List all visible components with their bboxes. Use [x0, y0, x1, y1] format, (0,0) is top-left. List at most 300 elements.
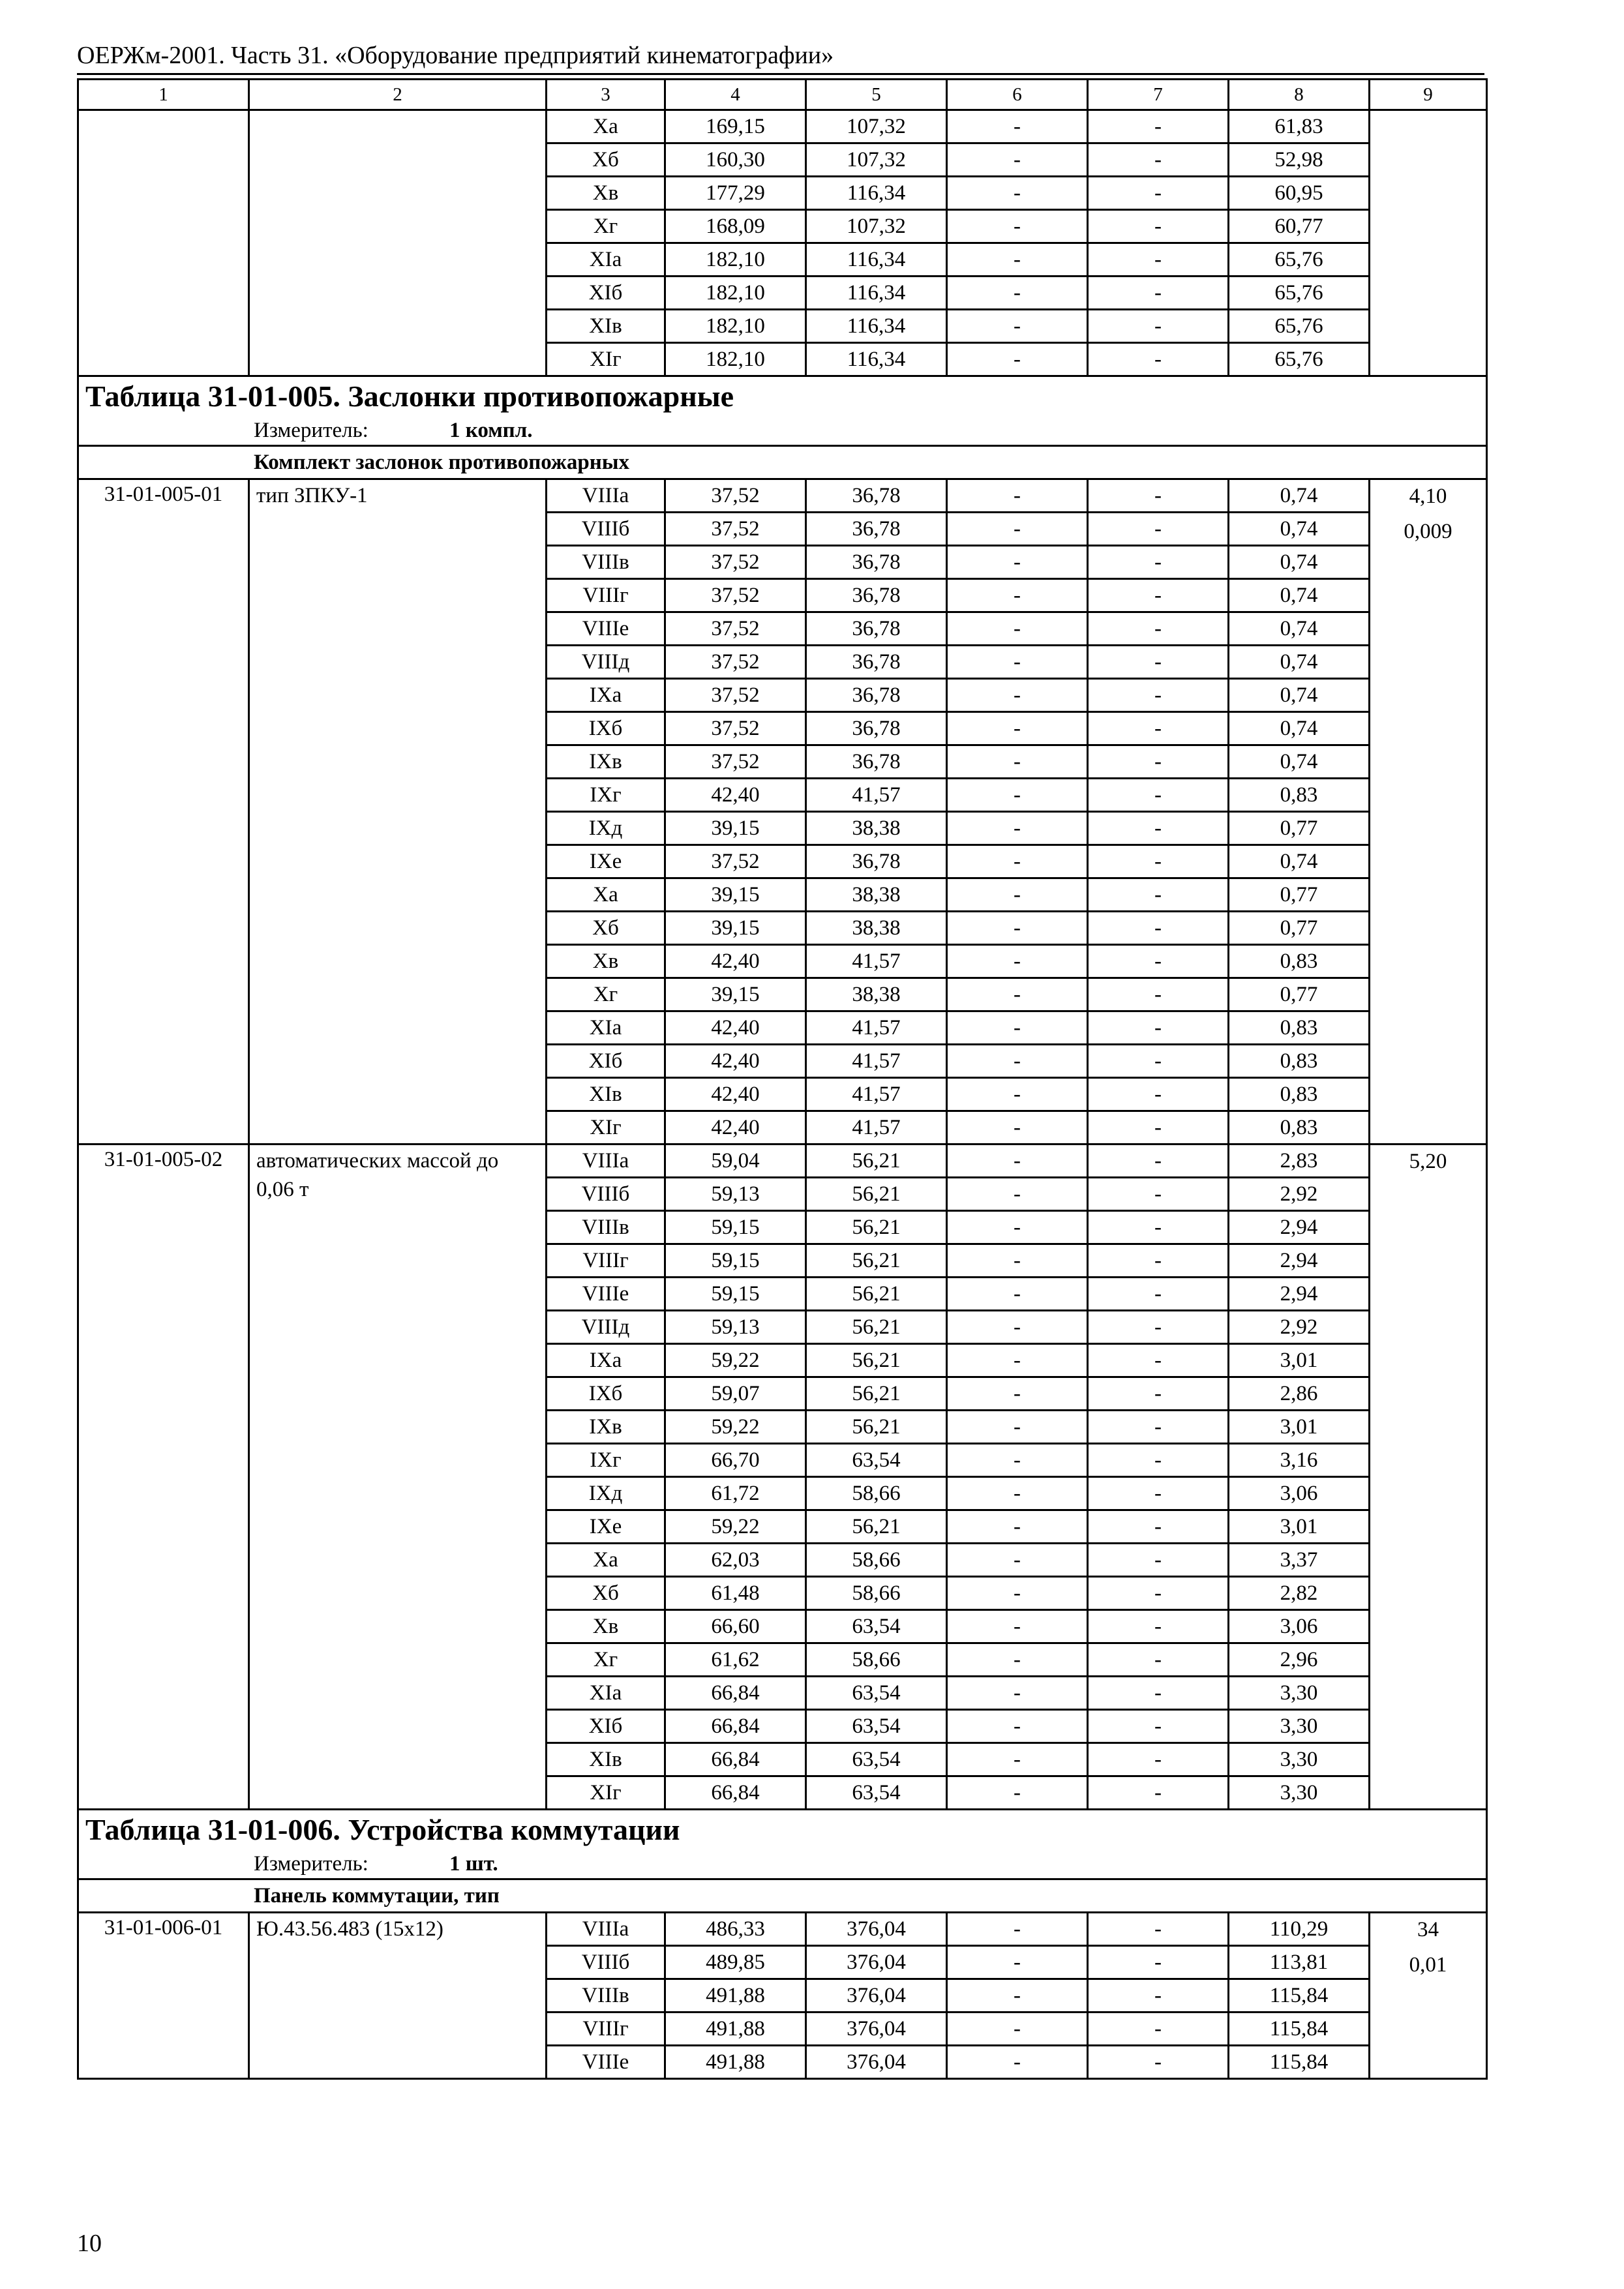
- total-cost-cell: 491,88: [665, 1979, 806, 2012]
- machines-cell: -: [947, 1913, 1088, 1946]
- materials-cell: 61,83: [1229, 110, 1370, 143]
- driver-wages-cell: -: [1088, 1377, 1229, 1411]
- materials-cell: 3,30: [1229, 1677, 1370, 1710]
- region-cell: IХе: [547, 845, 665, 878]
- total-cost-cell: 491,88: [665, 2012, 806, 2046]
- wages-cell: 56,21: [806, 1510, 947, 1544]
- machines-cell: -: [947, 243, 1088, 277]
- wages-cell: 107,32: [806, 210, 947, 243]
- driver-wages-cell: -: [1088, 1510, 1229, 1544]
- item-name: тип ЗПКУ-1: [249, 479, 547, 1144]
- materials-cell: 0,77: [1229, 878, 1370, 912]
- materials-cell: 60,77: [1229, 210, 1370, 243]
- total-cost-cell: 160,30: [665, 143, 806, 177]
- wages-cell: 56,21: [806, 1411, 947, 1444]
- meter-cell: [78, 1849, 1487, 1879]
- region-cell: ХIа: [547, 243, 665, 277]
- total-cost-cell: 37,52: [665, 646, 806, 679]
- machines-cell: -: [947, 1311, 1088, 1344]
- driver-wages-cell: -: [1088, 1913, 1229, 1946]
- driver-wages-cell: -: [1088, 945, 1229, 978]
- total-cost-cell: 59,13: [665, 1311, 806, 1344]
- machines-cell: -: [947, 1979, 1088, 2012]
- meter-cell: [78, 416, 1487, 446]
- machines-cell: -: [947, 712, 1088, 745]
- region-cell: Хб: [547, 143, 665, 177]
- materials-cell: 65,76: [1229, 310, 1370, 343]
- machines-cell: -: [947, 1677, 1088, 1710]
- materials-cell: 115,84: [1229, 2046, 1370, 2079]
- driver-wages-cell: -: [1088, 1144, 1229, 1178]
- total-cost-cell: 37,52: [665, 679, 806, 712]
- machines-cell: -: [947, 343, 1088, 376]
- driver-wages-cell: -: [1088, 479, 1229, 513]
- total-cost-cell: 59,22: [665, 1344, 806, 1377]
- table-title: Таблица 31-01-005. Заслонки противопожарные: [78, 376, 1487, 417]
- item-code: 31-01-006-01: [78, 1913, 249, 2079]
- region-cell: ХIв: [547, 1743, 665, 1776]
- wages-cell: 56,21: [806, 1244, 947, 1278]
- total-cost-cell: 182,10: [665, 310, 806, 343]
- wages-cell: 41,57: [806, 1078, 947, 1111]
- region-cell: VIIIв: [547, 1979, 665, 2012]
- materials-cell: 113,81: [1229, 1946, 1370, 1979]
- table-row: [78, 1144, 1487, 1178]
- table-title: Таблица 31-01-006. Устройства коммутации: [78, 1810, 1487, 1850]
- machines-cell: -: [947, 1178, 1088, 1211]
- driver-wages-cell: -: [1088, 1477, 1229, 1510]
- wages-cell: 107,32: [806, 110, 947, 143]
- driver-wages-cell: -: [1088, 912, 1229, 945]
- region-cell: Хб: [547, 912, 665, 945]
- item-code: 31-01-005-02: [78, 1144, 249, 1810]
- materials-cell: 65,76: [1229, 343, 1370, 376]
- wages-cell: 63,54: [806, 1444, 947, 1477]
- machines-cell: -: [947, 1946, 1088, 1979]
- machines-cell: -: [947, 679, 1088, 712]
- section-heading: Комплект заслонок противопожарных: [78, 446, 1487, 479]
- machines-cell: -: [947, 745, 1088, 779]
- machines-cell: -: [947, 878, 1088, 912]
- driver-wages-cell: -: [1088, 210, 1229, 243]
- wages-cell: 116,34: [806, 177, 947, 210]
- wages-cell: 38,38: [806, 978, 947, 1011]
- materials-cell: 115,84: [1229, 2012, 1370, 2046]
- column-number: 6: [947, 80, 1088, 110]
- materials-cell: 0,74: [1229, 845, 1370, 878]
- materials-cell: 0,83: [1229, 945, 1370, 978]
- region-cell: VIIIб: [547, 513, 665, 546]
- name-cell: [249, 110, 547, 376]
- machines-cell: -: [947, 110, 1088, 143]
- total-cost-cell: 42,40: [665, 1045, 806, 1078]
- total-cost-cell: 486,33: [665, 1913, 806, 1946]
- driver-wages-cell: -: [1088, 110, 1229, 143]
- driver-wages-cell: -: [1088, 1411, 1229, 1444]
- machines-cell: -: [947, 1643, 1088, 1677]
- driver-wages-cell: -: [1088, 1544, 1229, 1577]
- running-header: ОЕРЖм-2001. Часть 31. «Оборудование предприятий кинематографии»: [77, 42, 834, 69]
- machines-cell: -: [947, 546, 1088, 579]
- region-cell: Хв: [547, 177, 665, 210]
- region-cell: ХIб: [547, 277, 665, 310]
- wages-cell: 36,78: [806, 646, 947, 679]
- total-cost-cell: 66,84: [665, 1710, 806, 1743]
- meter-label: Измеритель:: [254, 1852, 368, 1876]
- machines-cell: -: [947, 2012, 1088, 2046]
- total-cost-cell: 66,84: [665, 1776, 806, 1810]
- column-number-row: [78, 80, 1487, 110]
- header-rule: [77, 73, 1484, 75]
- region-cell: ХIа: [547, 1011, 665, 1045]
- materials-cell: 0,74: [1229, 646, 1370, 679]
- total-cost-cell: 59,13: [665, 1178, 806, 1211]
- wages-cell: 38,38: [806, 912, 947, 945]
- materials-cell: 2,94: [1229, 1244, 1370, 1278]
- wages-cell: 376,04: [806, 1946, 947, 1979]
- meter-row: [78, 1849, 1487, 1879]
- wages-cell: 56,21: [806, 1211, 947, 1244]
- driver-wages-cell: -: [1088, 1776, 1229, 1810]
- machines-cell: -: [947, 945, 1088, 978]
- machines-cell: -: [947, 2046, 1088, 2079]
- total-cost-cell: 37,52: [665, 745, 806, 779]
- total-cost-cell: 59,22: [665, 1411, 806, 1444]
- norms-cell: [1370, 1144, 1487, 1810]
- wages-cell: 376,04: [806, 1913, 947, 1946]
- total-cost-cell: 37,52: [665, 546, 806, 579]
- wages-cell: 376,04: [806, 2012, 947, 2046]
- item-name: Ю.43.56.483 (15х12): [249, 1913, 547, 2079]
- materials-cell: 2,82: [1229, 1577, 1370, 1610]
- wages-cell: 107,32: [806, 143, 947, 177]
- machines-cell: -: [947, 1078, 1088, 1111]
- driver-wages-cell: -: [1088, 1743, 1229, 1776]
- machines-cell: -: [947, 646, 1088, 679]
- region-cell: VIIIб: [547, 1946, 665, 1979]
- machines-cell: -: [947, 1710, 1088, 1743]
- total-cost-cell: 42,40: [665, 1111, 806, 1144]
- region-cell: IХб: [547, 712, 665, 745]
- driver-wages-cell: -: [1088, 878, 1229, 912]
- column-number: 7: [1088, 80, 1229, 110]
- region-cell: ХIг: [547, 343, 665, 376]
- region-cell: IХа: [547, 1344, 665, 1377]
- total-cost-cell: 39,15: [665, 912, 806, 945]
- driver-wages-cell: -: [1088, 779, 1229, 812]
- machines-cell: -: [947, 479, 1088, 513]
- region-cell: ХIв: [547, 310, 665, 343]
- materials-cell: 0,74: [1229, 513, 1370, 546]
- materials-cell: 3,30: [1229, 1710, 1370, 1743]
- table-row: [78, 479, 1487, 513]
- total-cost-cell: 42,40: [665, 945, 806, 978]
- driver-wages-cell: -: [1088, 343, 1229, 376]
- materials-cell: 0,83: [1229, 1045, 1370, 1078]
- machines-cell: -: [947, 210, 1088, 243]
- region-cell: Хб: [547, 1577, 665, 1610]
- wages-cell: 63,54: [806, 1743, 947, 1776]
- materials-cell: 2,86: [1229, 1377, 1370, 1411]
- materials-cell: 0,77: [1229, 812, 1370, 845]
- wages-cell: 36,78: [806, 579, 947, 612]
- wages-cell: 116,34: [806, 243, 947, 277]
- code-cell: [78, 110, 249, 376]
- driver-wages-cell: -: [1088, 277, 1229, 310]
- machines-cell: -: [947, 1776, 1088, 1810]
- region-cell: ХIб: [547, 1710, 665, 1743]
- total-cost-cell: 61,72: [665, 1477, 806, 1510]
- driver-wages-cell: -: [1088, 177, 1229, 210]
- materials-cell: 0,74: [1229, 612, 1370, 646]
- materials-cell: 3,06: [1229, 1610, 1370, 1643]
- item-code: 31-01-005-01: [78, 479, 249, 1144]
- driver-wages-cell: -: [1088, 2012, 1229, 2046]
- materials-cell: 0,74: [1229, 679, 1370, 712]
- region-cell: ХIг: [547, 1776, 665, 1810]
- section-row: [78, 446, 1487, 479]
- wages-cell: 41,57: [806, 1111, 947, 1144]
- driver-wages-cell: -: [1088, 1045, 1229, 1078]
- norms-cell: [1370, 110, 1487, 376]
- machines-cell: -: [947, 513, 1088, 546]
- machines-cell: -: [947, 310, 1088, 343]
- materials-cell: 0,74: [1229, 745, 1370, 779]
- materials-cell: 2,92: [1229, 1311, 1370, 1344]
- machines-cell: -: [947, 143, 1088, 177]
- machines-cell: -: [947, 812, 1088, 845]
- total-cost-cell: 37,52: [665, 479, 806, 513]
- driver-wages-cell: -: [1088, 1710, 1229, 1743]
- total-cost-cell: 489,85: [665, 1946, 806, 1979]
- materials-cell: 2,94: [1229, 1278, 1370, 1311]
- table-row: [78, 110, 1487, 143]
- machines-cell: -: [947, 177, 1088, 210]
- norm-value: 0,009: [1404, 520, 1452, 543]
- column-number: 8: [1229, 80, 1370, 110]
- total-cost-cell: 177,29: [665, 177, 806, 210]
- region-cell: ХIг: [547, 1111, 665, 1144]
- wages-cell: 36,78: [806, 745, 947, 779]
- total-cost-cell: 37,52: [665, 712, 806, 745]
- wages-cell: 41,57: [806, 779, 947, 812]
- wages-cell: 58,66: [806, 1477, 947, 1510]
- wages-cell: 63,54: [806, 1710, 947, 1743]
- region-cell: Хв: [547, 945, 665, 978]
- table-row: [78, 1913, 1487, 1946]
- materials-cell: 0,83: [1229, 779, 1370, 812]
- wages-cell: 63,54: [806, 1610, 947, 1643]
- total-cost-cell: 62,03: [665, 1544, 806, 1577]
- region-cell: Ха: [547, 1544, 665, 1577]
- region-cell: VIIIа: [547, 479, 665, 513]
- wages-cell: 36,78: [806, 612, 947, 646]
- driver-wages-cell: -: [1088, 1011, 1229, 1045]
- region-cell: ХIб: [547, 1045, 665, 1078]
- total-cost-cell: 59,15: [665, 1278, 806, 1311]
- norm-value: 4,10: [1409, 485, 1447, 508]
- total-cost-cell: 182,10: [665, 343, 806, 376]
- wages-cell: 36,78: [806, 479, 947, 513]
- driver-wages-cell: -: [1088, 1244, 1229, 1278]
- table-title-row: [78, 376, 1487, 417]
- total-cost-cell: 61,48: [665, 1577, 806, 1610]
- machines-cell: -: [947, 1144, 1088, 1178]
- meter-label: Измеритель:: [254, 419, 368, 442]
- materials-cell: 3,01: [1229, 1411, 1370, 1444]
- materials-cell: 3,30: [1229, 1743, 1370, 1776]
- driver-wages-cell: -: [1088, 546, 1229, 579]
- region-cell: VIIIа: [547, 1144, 665, 1178]
- region-cell: VIIIа: [547, 1913, 665, 1946]
- wages-cell: 376,04: [806, 1979, 947, 2012]
- item-name: автоматических массой до 0,06 т: [249, 1144, 547, 1810]
- region-cell: Хв: [547, 1610, 665, 1643]
- driver-wages-cell: -: [1088, 579, 1229, 612]
- region-cell: IХг: [547, 1444, 665, 1477]
- materials-cell: 0,74: [1229, 479, 1370, 513]
- column-number: 2: [249, 80, 547, 110]
- table-title-row: [78, 1810, 1487, 1850]
- wages-cell: 38,38: [806, 812, 947, 845]
- region-cell: IХа: [547, 679, 665, 712]
- machines-cell: -: [947, 1344, 1088, 1377]
- driver-wages-cell: -: [1088, 612, 1229, 646]
- norms-cell: [1370, 479, 1487, 1144]
- materials-cell: 0,83: [1229, 1078, 1370, 1111]
- wages-cell: 36,78: [806, 845, 947, 878]
- materials-cell: 0,74: [1229, 712, 1370, 745]
- materials-cell: 115,84: [1229, 1979, 1370, 2012]
- column-number: 9: [1370, 80, 1487, 110]
- page-number: 10: [77, 2230, 102, 2257]
- materials-cell: 60,95: [1229, 177, 1370, 210]
- region-cell: IХд: [547, 812, 665, 845]
- total-cost-cell: 37,52: [665, 513, 806, 546]
- region-cell: VIIIе: [547, 1278, 665, 1311]
- materials-cell: 2,83: [1229, 1144, 1370, 1178]
- region-cell: Хг: [547, 978, 665, 1011]
- materials-cell: 2,96: [1229, 1643, 1370, 1677]
- driver-wages-cell: -: [1088, 679, 1229, 712]
- driver-wages-cell: -: [1088, 845, 1229, 878]
- total-cost-cell: 59,22: [665, 1510, 806, 1544]
- norms-cell: [1370, 1913, 1487, 2079]
- region-cell: ХIв: [547, 1078, 665, 1111]
- region-cell: VIIIе: [547, 2046, 665, 2079]
- wages-cell: 36,78: [806, 679, 947, 712]
- driver-wages-cell: -: [1088, 310, 1229, 343]
- machines-cell: -: [947, 1278, 1088, 1311]
- wages-cell: 63,54: [806, 1677, 947, 1710]
- wages-cell: 56,21: [806, 1311, 947, 1344]
- materials-cell: 110,29: [1229, 1913, 1370, 1946]
- machines-cell: -: [947, 779, 1088, 812]
- machines-cell: -: [947, 1411, 1088, 1444]
- region-cell: IХв: [547, 1411, 665, 1444]
- machines-cell: -: [947, 1244, 1088, 1278]
- materials-cell: 0,74: [1229, 579, 1370, 612]
- total-cost-cell: 169,15: [665, 110, 806, 143]
- machines-cell: -: [947, 1011, 1088, 1045]
- region-cell: VIIIе: [547, 612, 665, 646]
- meter-value: 1 шт.: [449, 1852, 498, 1876]
- total-cost-cell: 59,15: [665, 1211, 806, 1244]
- materials-cell: 0,74: [1229, 546, 1370, 579]
- region-cell: VIIIв: [547, 1211, 665, 1244]
- wages-cell: 41,57: [806, 1011, 947, 1045]
- wages-cell: 36,78: [806, 513, 947, 546]
- region-cell: VIIIг: [547, 1244, 665, 1278]
- column-number: 4: [665, 80, 806, 110]
- column-number: 1: [78, 80, 249, 110]
- materials-cell: 3,16: [1229, 1444, 1370, 1477]
- driver-wages-cell: -: [1088, 1344, 1229, 1377]
- machines-cell: -: [947, 1444, 1088, 1477]
- materials-cell: 0,83: [1229, 1011, 1370, 1045]
- column-number: 5: [806, 80, 947, 110]
- driver-wages-cell: -: [1088, 646, 1229, 679]
- machines-cell: -: [947, 1045, 1088, 1078]
- total-cost-cell: 37,52: [665, 845, 806, 878]
- region-cell: VIIIб: [547, 1178, 665, 1211]
- region-cell: IХб: [547, 1377, 665, 1411]
- driver-wages-cell: -: [1088, 1577, 1229, 1610]
- region-cell: IХд: [547, 1477, 665, 1510]
- wages-cell: 56,21: [806, 1144, 947, 1178]
- total-cost-cell: 59,04: [665, 1144, 806, 1178]
- wages-cell: 36,78: [806, 712, 947, 745]
- total-cost-cell: 59,15: [665, 1244, 806, 1278]
- machines-cell: -: [947, 1544, 1088, 1577]
- machines-cell: -: [947, 1510, 1088, 1544]
- total-cost-cell: 42,40: [665, 779, 806, 812]
- driver-wages-cell: -: [1088, 812, 1229, 845]
- total-cost-cell: 182,10: [665, 243, 806, 277]
- total-cost-cell: 39,15: [665, 878, 806, 912]
- driver-wages-cell: -: [1088, 1311, 1229, 1344]
- materials-cell: 3,37: [1229, 1544, 1370, 1577]
- machines-cell: -: [947, 1610, 1088, 1643]
- materials-cell: 0,77: [1229, 912, 1370, 945]
- wages-cell: 63,54: [806, 1776, 947, 1810]
- total-cost-cell: 59,07: [665, 1377, 806, 1411]
- machines-cell: -: [947, 1743, 1088, 1776]
- norm-value: 34: [1417, 1918, 1439, 1941]
- machines-cell: -: [947, 1577, 1088, 1610]
- total-cost-cell: 168,09: [665, 210, 806, 243]
- driver-wages-cell: -: [1088, 745, 1229, 779]
- driver-wages-cell: -: [1088, 978, 1229, 1011]
- materials-cell: 65,76: [1229, 277, 1370, 310]
- driver-wages-cell: -: [1088, 513, 1229, 546]
- machines-cell: -: [947, 277, 1088, 310]
- materials-cell: 3,06: [1229, 1477, 1370, 1510]
- wages-cell: 58,66: [806, 1544, 947, 1577]
- materials-cell: 0,77: [1229, 978, 1370, 1011]
- materials-cell: 3,01: [1229, 1344, 1370, 1377]
- driver-wages-cell: -: [1088, 243, 1229, 277]
- section-row: [78, 1879, 1487, 1913]
- driver-wages-cell: -: [1088, 712, 1229, 745]
- region-cell: Ха: [547, 878, 665, 912]
- wages-cell: 56,21: [806, 1278, 947, 1311]
- column-number: 3: [547, 80, 665, 110]
- wages-cell: 41,57: [806, 1045, 947, 1078]
- wages-cell: 58,66: [806, 1577, 947, 1610]
- driver-wages-cell: -: [1088, 1979, 1229, 2012]
- section-heading: Панель коммутации, тип: [78, 1879, 1487, 1913]
